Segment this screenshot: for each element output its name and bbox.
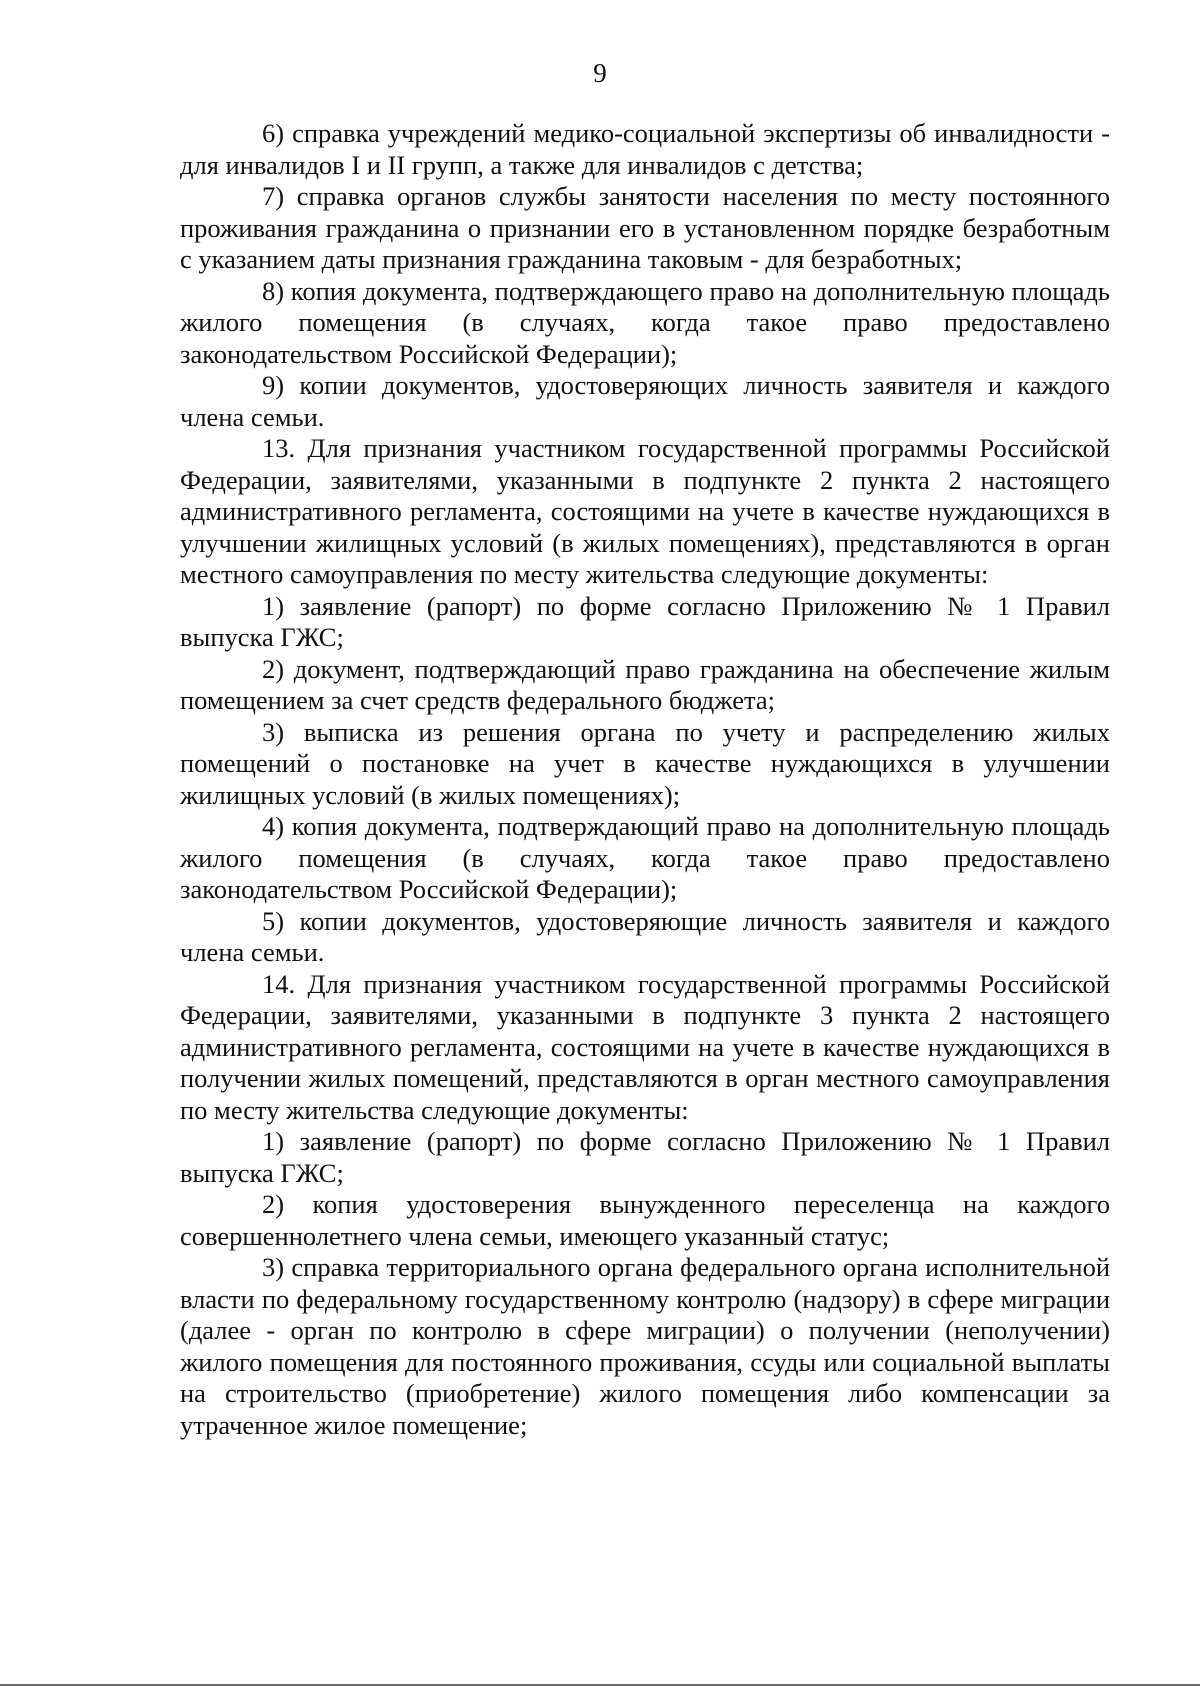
paragraph-14-item-1: 1) заявление (рапорт) по форме согласно Приложению № 1 Правил выпуска ГЖС; — [180, 1126, 1110, 1188]
scan-bottom-edge-rule — [0, 1684, 1200, 1686]
paragraph-clause-14: 14. Для признания участником государственной программы Российской Федерации, заявителями, указанными в подпункте 3 пункта 2 настоящего административного регламента, состоящими на учете в качестве нуждающихся в получении жилых помещений, представляются в орган местного самоуправления по месту жительства следующие документы: — [180, 968, 1110, 1125]
paragraph-13-item-2: 2) документ, подтверждающий право гражданина на обеспечение жилым помещением за счет средств федерального бюджета; — [180, 653, 1110, 715]
paragraph-14-item-2: 2) копия удостоверения вынужденного переселенца на каждого совершеннолетнего члена семьи, имеющего указанный статус; — [180, 1189, 1110, 1251]
paragraph-item-6: 6) справка учреждений медико-социальной экспертизы об инвалидности - для инвалидов I и II групп, а также для инвалидов с детства; — [180, 118, 1110, 180]
paragraph-13-item-4: 4) копия документа, подтверждающий право на дополнительную площадь жилого помещения (в случаях, когда такое право предоставлено законодательством Российской Федерации); — [180, 811, 1110, 904]
paragraph-clause-13: 13. Для признания участником государственной программы Российской Федерации, заявителями, указанными в подпункте 2 пункта 2 настоящего административного регламента, состоящими на учете в качестве нуждающихся в улучшении жилищных условий (в жилых помещениях), представляются в орган местного самоуправления по месту жительства следующие документы: — [180, 433, 1110, 589]
document-body — [180, 118, 1110, 1441]
paragraph-13-item-5: 5) копии документов, удостоверяющие личность заявителя и каждого члена семьи. — [180, 905, 1110, 967]
paragraph-14-item-3: 3) справка территориального органа федерального органа исполнительной власти по федеральному государственному контролю (надзору) в сфере миграции (далее - орган по контролю в сфере миграции) о получении (неполучении) жилого помещения для постоянного проживания, ссуды или социальной выплаты на строительство (приобретение) жилого помещения либо компенсации за утраченное жилое помещение; — [180, 1252, 1110, 1440]
paragraph-item-7: 7) справка органов службы занятости населения по месту постоянного проживания гражданина о признании его в установленном порядке безработным с указанием даты признания гражданина таковым - для безработных; — [180, 181, 1110, 274]
page-number: 9 — [593, 58, 607, 88]
paragraph-item-8: 8) копия документа, подтверждающего право на дополнительную площадь жилого помещения (в случаях, когда такое право предоставлено законодательством Российской Федерации); — [180, 275, 1110, 369]
paragraph-item-9: 9) копии документов, удостоверяющих личность заявителя и каждого члена семьи. — [180, 370, 1110, 432]
paragraph-13-item-1: 1) заявление (рапорт) по форме согласно Приложению № 1 Правил выпуска ГЖС; — [180, 590, 1110, 652]
paragraph-13-item-3: 3) выписка из решения органа по учету и распределению жилых помещений о постановке на учет в качестве нуждающихся в улучшении жилищных условий (в жилых помещениях); — [180, 716, 1110, 810]
